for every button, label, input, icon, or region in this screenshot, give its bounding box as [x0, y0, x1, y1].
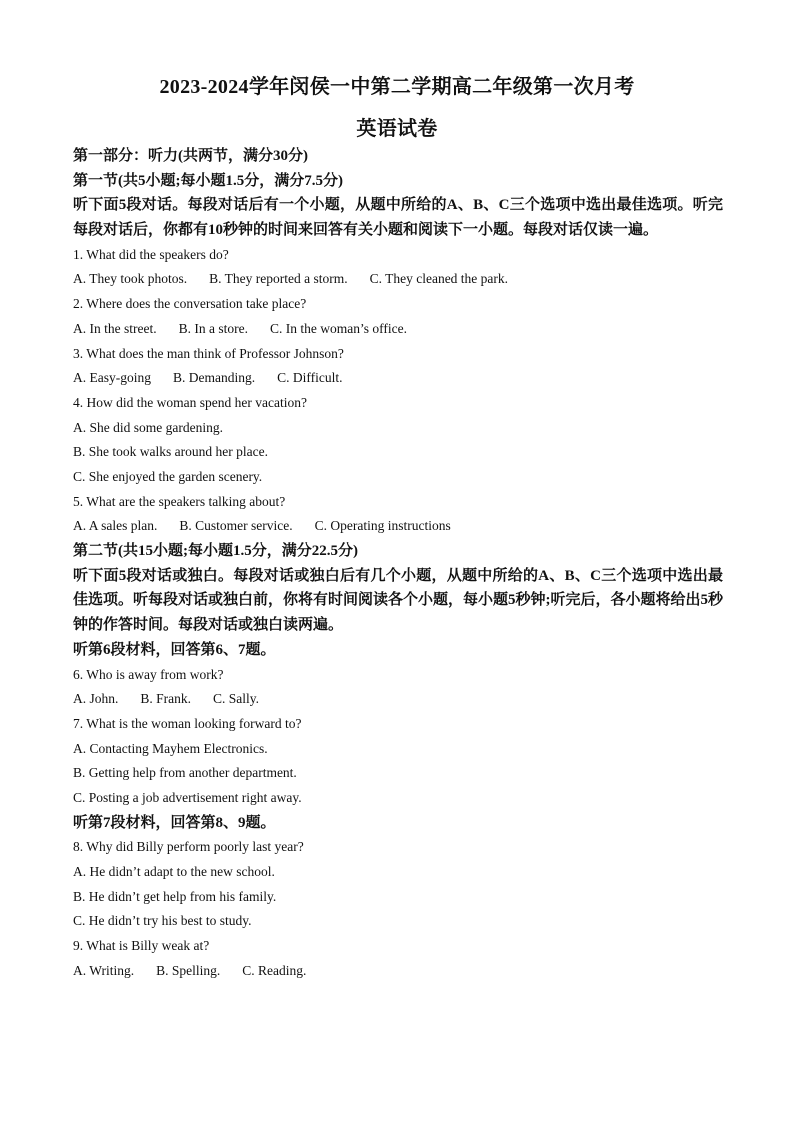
section1-instructions: 听下面5段对话。每段对话后有一个小题，从题中所给的A、B、C三个选项中选出最佳选项。听完每段对话后，你都有10秒钟的时间来回答有关小题和阅读下一小题。每段对话仅读一遍。 [73, 197, 723, 239]
option-b: B. Getting help from another department. [73, 765, 297, 781]
option-a: A. A sales plan. [73, 518, 158, 534]
question-3-options [73, 366, 723, 391]
section2-instructions: 听下面5段对话或独白。每段对话或独白后有几个小题，从题中所给的A、B、C三个选项中选出最佳选项。听每段对话或独白前，你将有时间阅读各个小题，每小题5秒钟;听完后，各小题将给出5秒钟的作答时间。每段对话或独白读两遍。 [73, 567, 723, 634]
option-a: A. Contacting Mayhem Electronics. [73, 740, 268, 756]
option-b: B. Demanding. [173, 370, 256, 386]
material-7-heading: 听第7段材料，回答第8、9题。 [73, 814, 276, 831]
option-a: A. Writing. [73, 962, 135, 978]
option-b: B. In a store. [178, 320, 248, 336]
question-6: 6. Who is away from work? [73, 666, 224, 682]
section2-heading: 第二节(共15小题;每小题1.5分，满分22.5分) [73, 543, 358, 560]
option-b: B. She took walks around her place. [73, 444, 268, 460]
section1-heading: 第一节(共5小题;每小题1.5分，满分7.5分) [73, 172, 343, 189]
option-b: B. They reported a storm. [209, 271, 348, 287]
option-b: B. He didn’t get help from his family. [73, 888, 277, 904]
question-1-options [73, 267, 723, 292]
part1-heading: 第一部分：听力(共两节，满分30分) [73, 148, 308, 164]
option-a: A. In the street. [73, 320, 157, 336]
question-3: 3. What does the man think of Professor Johnson? [73, 345, 344, 361]
question-8: 8. Why did Billy perform poorly last year? [73, 839, 304, 855]
question-5: 5. What are the speakers talking about? [73, 493, 286, 509]
option-c: C. Posting a job advertisement right away. [73, 789, 302, 805]
option-c: C. She enjoyed the garden scenery. [73, 468, 263, 484]
option-b: B. Frank. [140, 691, 192, 707]
question-4: 4. How did the woman spend her vacation? [73, 394, 307, 410]
option-a: A. Easy-going [73, 370, 151, 386]
option-c: C. Reading. [242, 962, 307, 978]
question-6-options [73, 687, 723, 712]
question-2-options [73, 317, 723, 342]
exam-content [73, 144, 723, 983]
option-a: A. He didn’t adapt to the new school. [73, 864, 275, 880]
option-b: B. Customer service. [179, 518, 293, 534]
option-a: A. They took photos. [73, 271, 188, 287]
option-c: C. In the woman’s office. [269, 320, 407, 336]
option-b: B. Spelling. [156, 962, 221, 978]
option-c: C. Operating instructions [314, 518, 451, 534]
option-c: C. He didn’t try his best to study. [73, 913, 252, 929]
option-c: C. Sally. [213, 691, 260, 707]
question-1: 1. What did the speakers do? [73, 246, 229, 262]
option-c: C. They cleaned the park. [369, 271, 509, 287]
material-6-heading: 听第6段材料，回答第6、7题。 [73, 641, 276, 658]
exam-title: 2023-2024学年闵侯一中第二学期高二年级第一次月考 [159, 76, 635, 98]
option-a: A. John. [73, 691, 119, 707]
question-7: 7. What is the woman looking forward to? [73, 715, 302, 731]
option-a: A. She did some gardening. [73, 419, 223, 435]
question-2: 2. Where does the conversation take place? [73, 296, 307, 312]
question-9: 9. What is Billy weak at? [73, 938, 210, 954]
question-5-options [73, 514, 723, 539]
question-9-options [73, 959, 723, 984]
exam-subtitle: 英语试卷 [356, 118, 438, 140]
option-c: C. Difficult. [277, 370, 343, 386]
